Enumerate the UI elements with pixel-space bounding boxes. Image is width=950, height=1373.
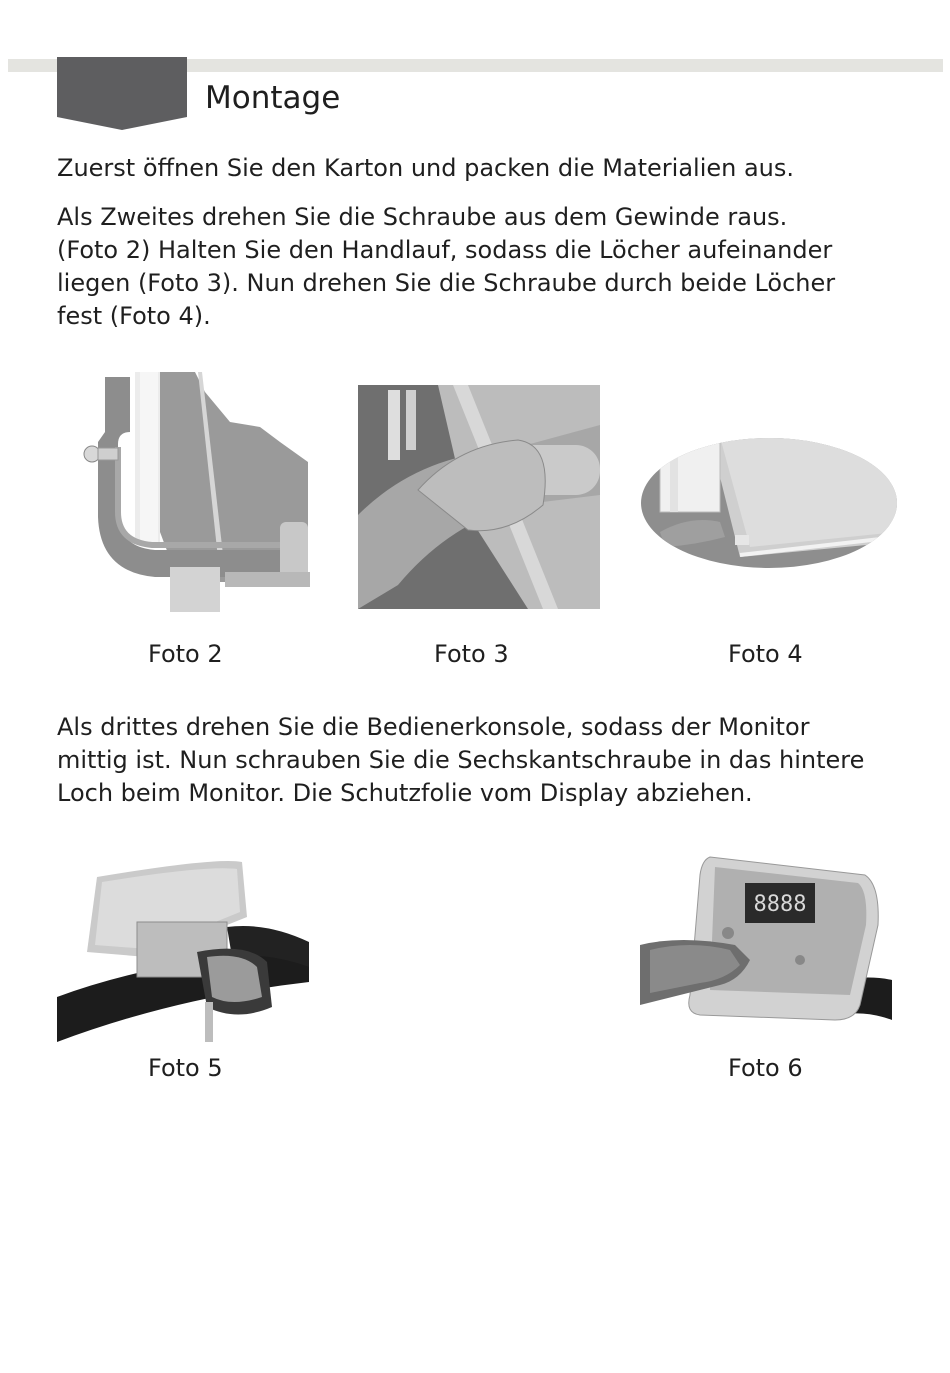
foto6-image xyxy=(640,855,892,1025)
step3-line: Loch beim Monitor. Die Schutzfolie vom Display abziehen. xyxy=(57,779,753,807)
step3-line: Als drittes drehen Sie die Bedienerkonsole, sodass der Monitor xyxy=(57,713,810,741)
foto3-caption: Foto 3 xyxy=(434,640,509,668)
step2-line: fest (Foto 4). xyxy=(57,302,211,330)
svg-text:8888: 8888 xyxy=(753,892,807,917)
section-title: Montage xyxy=(205,80,341,116)
step2-paragraph xyxy=(57,201,835,333)
foto4-image xyxy=(640,437,898,569)
step2-line: (Foto 2) Halten Sie den Handlauf, sodass die Löcher aufeinander xyxy=(57,236,833,264)
step2-line: liegen (Foto 3). Nun drehen Sie die Schraube durch beide Löcher xyxy=(57,269,836,297)
foto3-image xyxy=(358,385,600,609)
foto4-caption: Foto 4 xyxy=(728,640,803,668)
foto2-image xyxy=(80,372,310,617)
foto2-caption: Foto 2 xyxy=(148,640,223,668)
section-tab xyxy=(57,57,187,130)
intro-paragraph: Zuerst öffnen Sie den Karton und packen die Materialien aus. xyxy=(57,154,795,182)
step3-paragraph xyxy=(57,711,864,810)
step2-line: Als Zweites drehen Sie die Schraube aus dem Gewinde raus. xyxy=(57,203,788,231)
foto6-caption: Foto 6 xyxy=(728,1054,803,1082)
foto5-image xyxy=(57,857,309,1042)
foto5-caption: Foto 5 xyxy=(148,1054,223,1082)
step3-line: mittig ist. Nun schrauben Sie die Sechskantschraube in das hintere xyxy=(57,746,865,774)
